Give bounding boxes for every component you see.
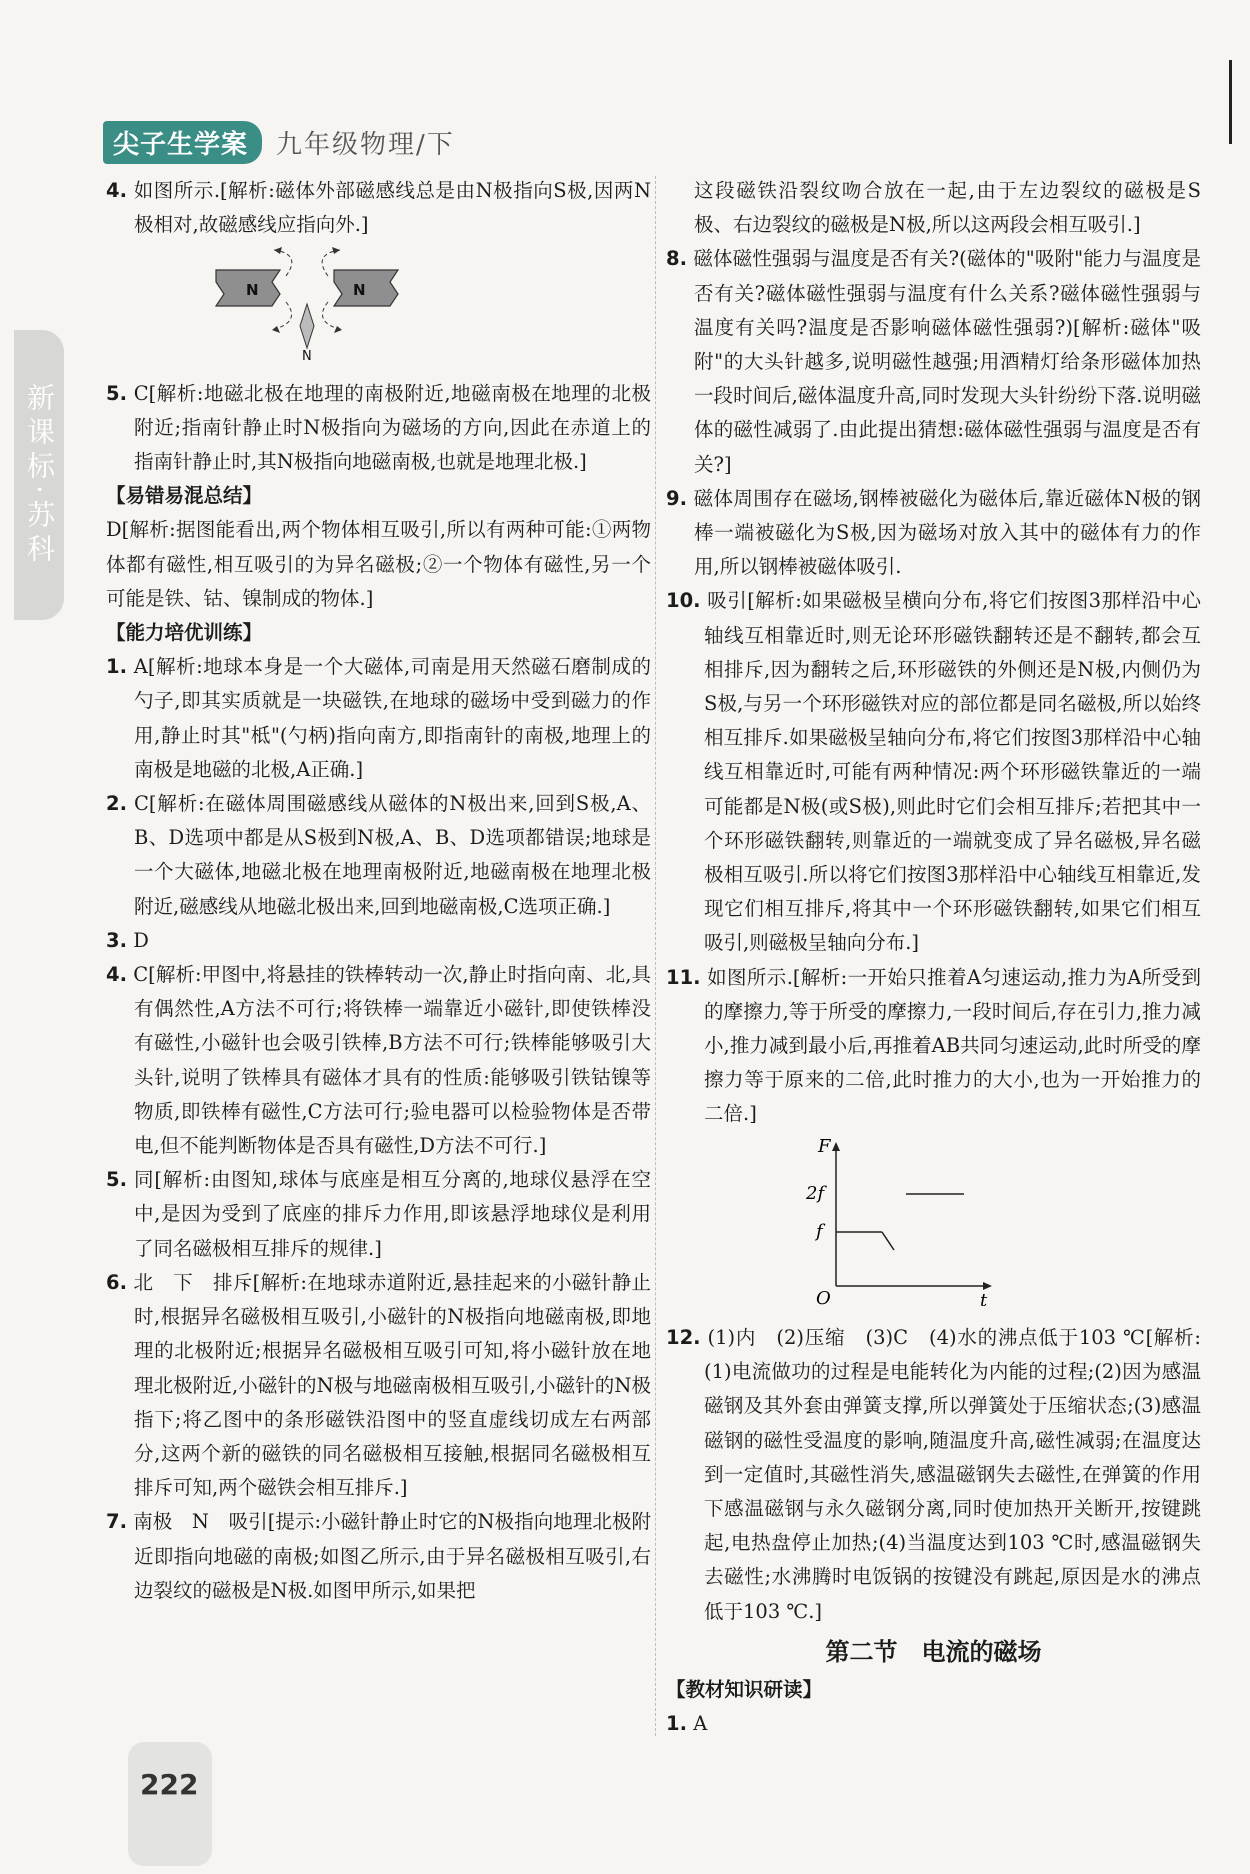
answer-q4: 4. 如图所示.[解析:磁体外部磁感线总是由N极指向S极,因两N极相对,故磁感线应指向外.]: [106, 179, 652, 237]
brand-logo: 尖子生学案: [103, 121, 262, 164]
force-graph-svg: [666, 1136, 1201, 1306]
answer-a6: 6. 北 下 排斥[解析:在地球赤道附近,悬挂起来的小磁针静止时,根据异名磁极相互吸引,小磁针的N极指向地磁南极,即地理的北极附近;根据异名磁极相互吸引可知,将小磁针放在地理北极附近,小磁针的N极与地磁南极相互吸引,小磁针的N极指下;将乙图中的条形磁铁沿图中的竖直虚线切成左右两部分,这两个新的磁铁的同名磁极相互接触,根据同名磁极相互排斥可知,两个磁铁会相互排斥.]: [106, 1270, 651, 1500]
book-subtitle: 九年级物理/下: [276, 129, 455, 160]
answer-a3: 3. D: [106, 928, 149, 952]
level-2f-label: 2f: [806, 1182, 825, 1204]
section-ability-training: 【能力培优训练】: [106, 621, 263, 645]
answer-a10: 10. 吸引[解析:如果磁极呈横向分布,将它们按图3那样沿中心轴线互相靠近时,则无论环形磁铁翻转还是不翻转,都会互相排斥,因为翻转之后,环形磁铁的外侧还是N极,内侧仍为S极,与另一个环形磁铁对应的部位都是同名磁极,所以始终相互排斥.如果磁极呈轴向分布,将它们按图3那样沿中心轴线互相靠近时,可能有两种情况:两个环形磁铁靠近的一端可能都是N极(或S极),则此时它们会相互排斥;若把其中一个环形磁铁翻转,则靠近的一端就变成了异名磁极,异名磁极相互吸引.所以将它们按图3那样沿中心轴线互相靠近,发现它们相互排斥,将其中一个环形磁铁翻转,如果它们相互吸引,则磁极呈轴向分布.]: [666, 589, 1201, 955]
answer-a1: 1. A[解析:地球本身是一个大磁体,司南是用天然磁石磨制成的勺子,即其实质就是一块磁铁,在地球的磁场中受到磁力的作用,静止时其"柢"(勺柄)指向南方,即指南针的南极,地理上的南极是地磁的北极,A正确.]: [106, 655, 651, 781]
section2-title: 第二节 电流的磁场: [825, 1637, 1042, 1666]
error-summary-text: D[解析:据图能看出,两个物体相互吸引,所以有两种可能:①两物体都有磁性,相互吸引的为异名磁极;②一个物体有磁性,另一个可能是铁、钴、镍制成的物体.]: [106, 518, 651, 610]
x-axis-label: t: [980, 1289, 988, 1306]
page-edge-mark: [1229, 60, 1232, 144]
force-time-graph: [666, 1136, 1201, 1317]
answer-b1: 1. A: [666, 1712, 708, 1736]
answer-a5: 5. 同[解析:由图知,球体与底座是相互分离的,地球仪悬浮在空中,是因为受到了底座的排斥力作用,即该悬浮地球仪是利用了同名磁极相互排斥的规律.]: [106, 1168, 651, 1260]
section-textbook-study: 【教材知识研读】: [666, 1677, 823, 1701]
magnet-figure: [106, 246, 651, 372]
page-number-bg: [128, 1742, 212, 1866]
answer-a8: 8. 磁体磁性强弱与温度是否有关?(磁体的"吸附"能力与温度是否有关?磁体磁性强弱与温度有什么关系?磁体磁性强弱与温度有关吗?温度是否影响磁体磁性强弱?)[解析:磁体"吸附"的大头针越多,说明磁性越强;用酒精灯给条形磁体加热一段时间后,磁体温度升高,同时发现大头针纷纷下落.说明磁体的磁性减弱了.由此提出猜想:磁体磁性强弱与温度是否有关?]: [666, 247, 1201, 476]
page-header: [103, 120, 455, 164]
answer-a9: 9. 磁体周围存在磁场,钢棒被磁化为磁体后,靠近磁体N极的钢棒一端被磁化为S极,因为磁场对放入其中的磁体有力的作用,所以钢棒被磁体吸引.: [666, 486, 1201, 579]
answer-q5: 5. C[解析:地磁北极在地理的南极附近,地磁南极在地理的北极附近;指南针静止时N极指向为磁场的方向,因此在赤道上的指南针静止时,其N极指向地磁南极,也就是地理北极.]: [106, 381, 652, 474]
page-number: 222: [140, 1768, 199, 1801]
side-tab-label: 新课标·苏科: [23, 382, 56, 568]
answer-a12: 12. (1)内 (2)压缩 (3)C (4)水的沸点低于103 ℃[解析:(1)电流做功的过程是电能转化为内能的过程;(2)因为感温磁钢及其外套由弹簧支撑,所以弹簧处于压缩状态;(3)感温磁钢的磁性受温度的影响,随温度升高,磁性减弱;在温度达到一定值时,其磁性消失,感温磁钢失去磁性,在弹簧的作用下感温磁钢与永久磁钢分离,同时使加热开关断开,按键跳起,电热盘停止加热;(4)当温度达到103 ℃时,感温磁钢失去磁性;水沸腾时电饭锅的按键没有跳起,原因是水的沸点低于103 ℃.]: [666, 1325, 1201, 1623]
needle-n: N: [302, 349, 312, 362]
origin-label: O: [816, 1287, 831, 1306]
segment-drop: [882, 1232, 894, 1250]
answer-a2: 2. C[解析:在磁体周围磁感线从磁体的N极出来,回到S极,A、B、D选项中都是从S极到N极,A、B、D选项都错误;地球是一个大磁体,地磁北极在地理南极附近,地磁南极在地理北极附近,磁感线从地磁北极出来,回到地磁南极,C选项正确.]: [106, 792, 652, 918]
answer-a11: 11. 如图所示.[解析:一开始只推着A匀速运动,推力为A所受到的摩擦力,等于所受的摩擦力,一段时间后,存在引力,推力减小,推力减到最小后,再推着AB共同匀速运动,此时所受的摩擦力等于原来的二倍,此时推力的大小,也为一开始推力的二倍.]: [666, 965, 1201, 1126]
answer-a4: 4. C[解析:甲图中,将悬挂的铁棒转动一次,静止时指向南、北,具有偶然性,A方法不可行;将铁棒一端靠近小磁针,即使铁棒没有磁性,小磁针也会吸引铁棒,B方法不可行;铁棒能够吸引大头针,说明了铁棒具有磁体才具有的性质:能够吸引铁钴镍等物质,即铁棒有磁性,C方法可行;验电器可以检验物体是否带电,但不能判断物体是否具有磁性,D方法不可行.]: [106, 963, 651, 1158]
answer-a7-continued: 这段磁铁沿裂纹吻合放在一起,由于左边裂纹的磁极是S极、右边裂纹的磁极是N极,所以这两段会相互吸引.]: [694, 179, 1201, 237]
column-divider: [655, 176, 656, 1736]
section-error-summary: 【易错易混总结】: [106, 484, 263, 508]
magnet-diagram: [106, 246, 651, 361]
left-magnet-n: N: [246, 281, 259, 300]
right-column: [666, 174, 1201, 1741]
answer-a7: 7. 南极 N 吸引[提示:小磁针静止时它的N极指向地理北极附近即指向地磁的南极;如图乙所示,由于异名磁极相互吸引,右边裂纹的磁极是N极.如图甲所示,如果把: [106, 1510, 651, 1602]
left-column: [106, 174, 651, 1608]
y-axis-label: F: [818, 1135, 831, 1157]
side-tab: [14, 330, 64, 620]
right-magnet-n: N: [353, 281, 366, 300]
level-f-label: f: [816, 1220, 823, 1242]
